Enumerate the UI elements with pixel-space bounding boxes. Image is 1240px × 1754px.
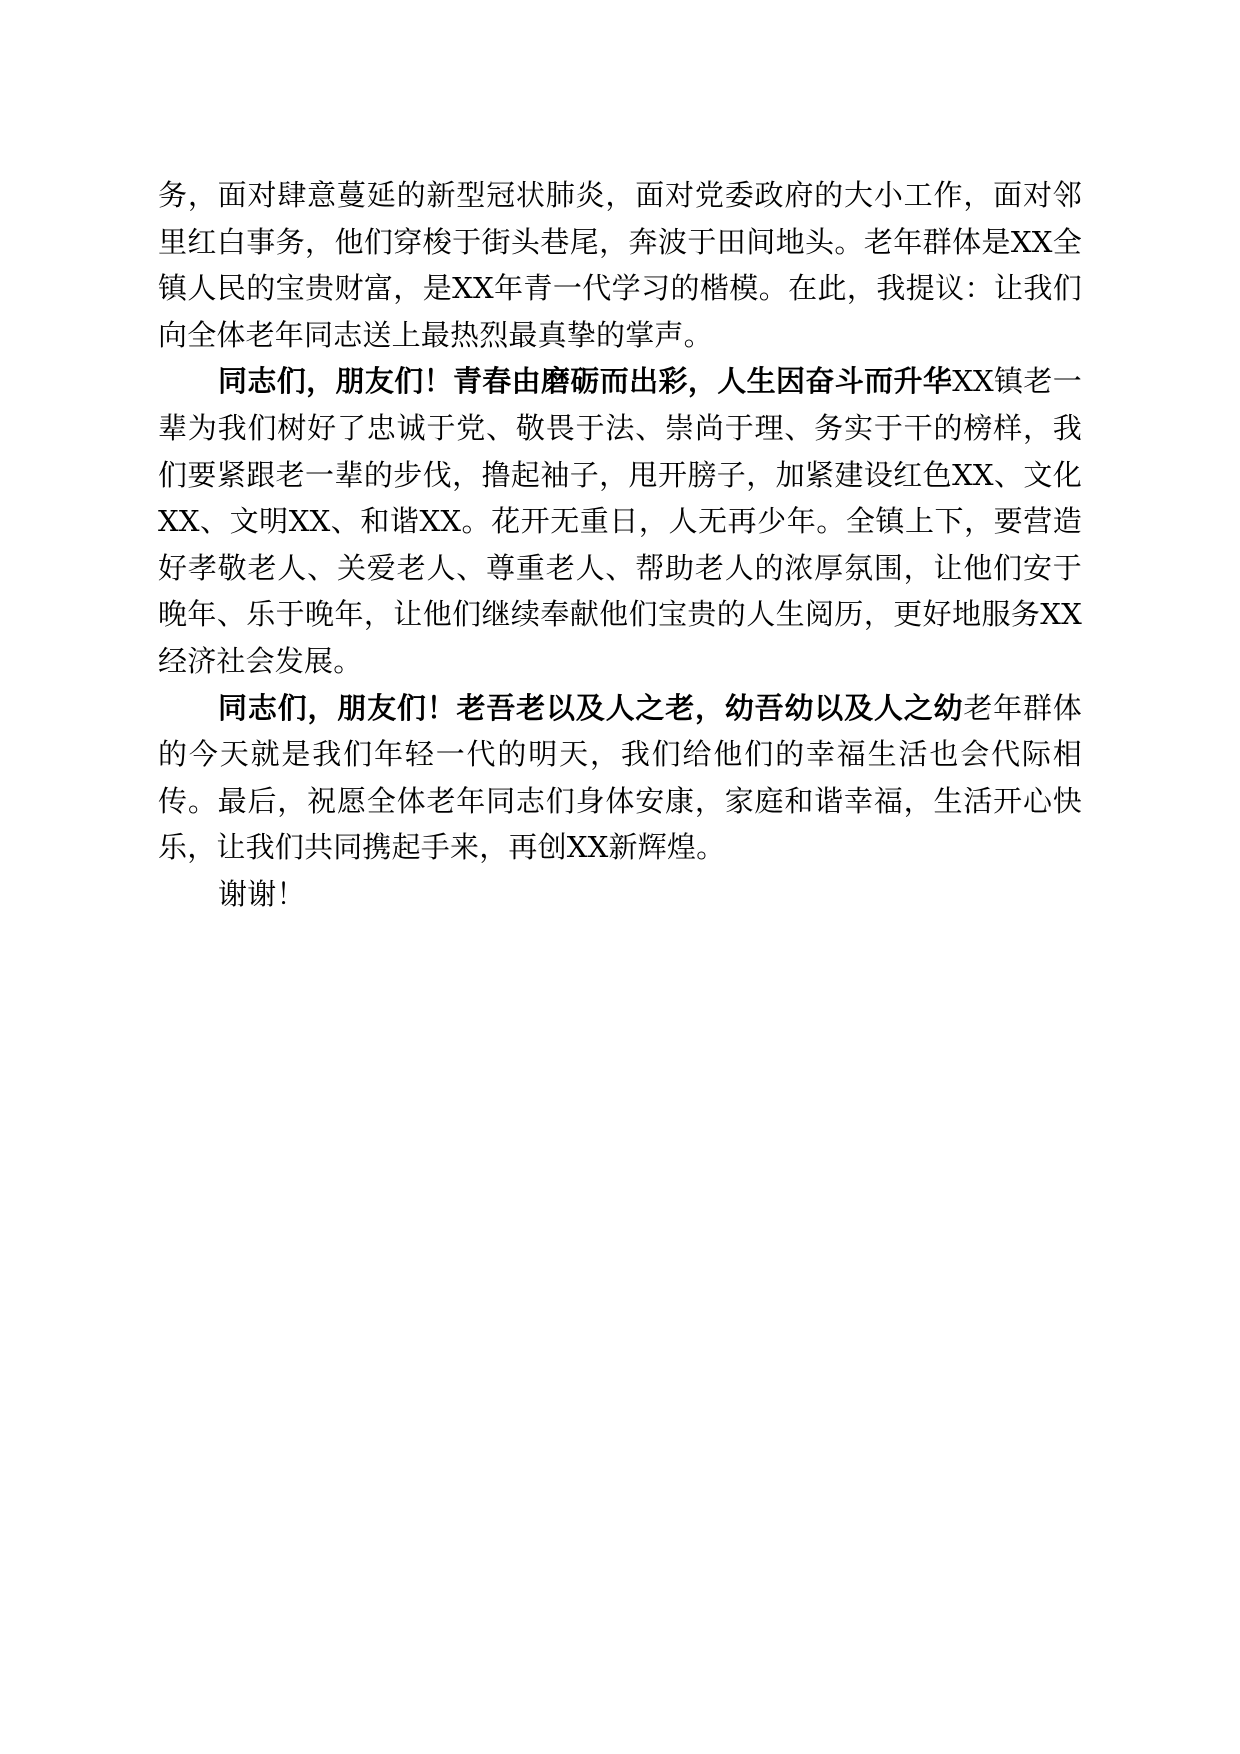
body-text — [158, 172, 1082, 918]
paragraph-youth-struggle — [158, 358, 1082, 684]
paragraph-thanks — [158, 871, 1082, 918]
paragraph-lead-bold: 同志们，朋友们！老吾老以及人之老，幼吾幼以及人之幼 — [218, 690, 964, 725]
paragraph-text: 谢谢！ — [218, 876, 306, 911]
paragraph-respect-elders — [158, 685, 1082, 871]
paragraph-text: 务，面对肆意蔓延的新型冠状肺炎，面对党委政府的大小工作，面对邻里红白事务，他们穿梭于街头巷尾，奔波于田间地头。老年群体是XX全镇人民的宝贵财富，是XX年青一代学习的楷模。在此，我提议：让我们向全体老年同志送上最热烈最真挚的掌声。 — [158, 178, 1082, 352]
paragraph-continuation — [158, 172, 1082, 358]
paragraph-text: XX镇老一辈为我们树好了忠诚于党、敬畏于法、崇尚于理、务实于干的榜样，我们要紧跟老一辈的步伐，撸起袖子，甩开膀子，加紧建设红色XX、文化XX、文明XX、和谐XX。花开无重日，人无再少年。全镇上下，要营造好孝敬老人、关爱老人、尊重老人、帮助老人的浓厚氛围，让他们安于晚年、乐于晚年，让他们继续奉献他们宝贵的人生阅历，更好地服务XX经济社会发展。 — [158, 364, 1082, 678]
paragraph-lead-bold: 同志们，朋友们！青春由磨砺而出彩，人生因奋斗而升华 — [218, 364, 953, 399]
paragraph-text: 老年群体的今天就是我们年轻一代的明天，我们给他们的幸福生活也会代际相传。最后，祝愿全体老年同志们身体安康，家庭和谐幸福，生活开心快乐，让我们共同携起手来，再创XX新辉煌。 — [158, 690, 1082, 865]
